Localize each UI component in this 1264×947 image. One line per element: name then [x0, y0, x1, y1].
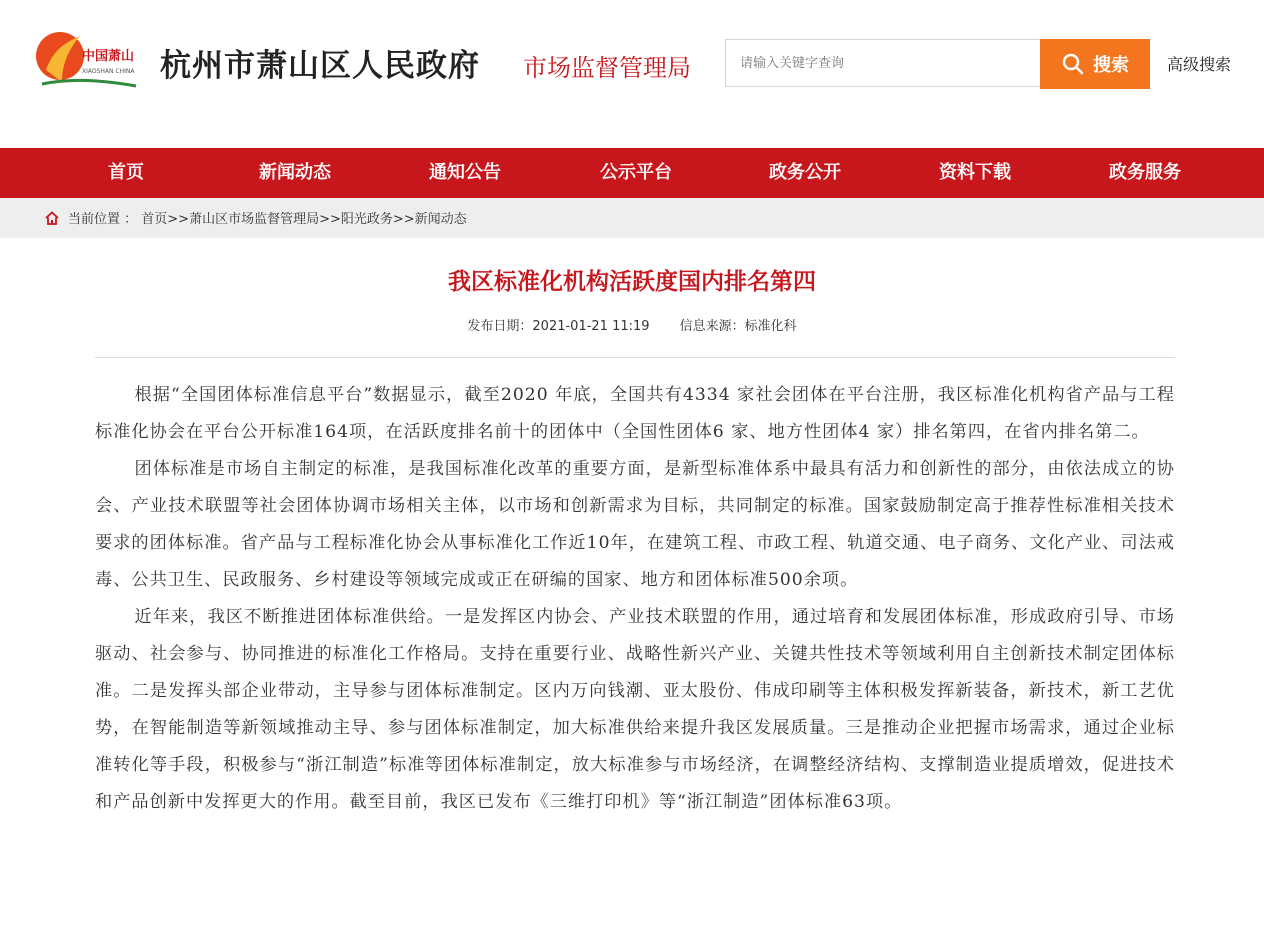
advanced-search-link[interactable]: 高级搜索: [1167, 55, 1232, 74]
search-button-label: 搜索: [1093, 55, 1129, 75]
nav-item-services[interactable]: 政务服务: [1109, 162, 1181, 183]
article-paragraph: 近年来，我区不断推进团体标准供给。一是发挥区内协会、产业技术联盟的作用，通过培育和发展团体标准，形成政府引导、市场驱动、社会参与、协同推进的标准化工作格局。支持在重要行业、战略性新兴产业、关键共性技术等领域利用自主创新技术制定团体标准。二是发挥头部企业带动，主导参与团体标准制定。区内万向钱潮、亚太股份、伟成印刷等主体积极发挥新装备，新技术，新工艺优势，在智能制造等新领域推动主导、参与团体标准制定，加大标准供给来提升我区发展质量。三是推动企业把握市场需求，通过企业标准转化等手段，积极参与“浙江制造”标准等团体标准制定，放大标准参与市场经济，在调整经济结构、支撑制造业提质增效，促进技术和产品创新中发挥更大的作用。截至目前，我区已发布《三维打印机》等“浙江制造”团体标准63项。: [95, 607, 1175, 812]
article-title: 我区标准化机构活跃度国内排名第四: [448, 269, 816, 295]
nav-item-home[interactable]: 首页: [108, 162, 144, 183]
publish-date: 2021-01-21 11:19: [532, 319, 650, 334]
source-value: 标准化科: [744, 319, 797, 334]
site-header: [0, 0, 1264, 148]
breadcrumb-label: 当前位置 ：: [68, 212, 138, 227]
breadcrumb: [0, 198, 1264, 238]
article-paragraph: 根据“全国团体标准信息平台”数据显示，截至2020 年底，全国共有4334 家社会团体在平台注册，我区标准化机构省产品与工程标准化协会在平台公开标准164项，在活跃度排名前十的团体中（全国性团体6 家、地方性团体4 家）排名第四，在省内排名第二。: [95, 385, 1175, 442]
main-nav: [0, 148, 1264, 198]
nav-item-publicity[interactable]: 公示平台: [600, 162, 672, 183]
search-input[interactable]: [725, 39, 1041, 87]
breadcrumb-path[interactable]: 首页>>萧山区市场监督管理局>>阳光政务>>新闻动态: [141, 212, 467, 227]
publish-label: 发布日期：: [467, 319, 533, 334]
article-body: [95, 377, 1175, 821]
article-paragraph: 团体标准是市场自主制定的标准，是我国标准化改革的重要方面，是新型标准体系中最具有活力和创新性的部分，由依法成立的协会、产业技术联盟等社会团体协调市场相关主体，以市场和创新需求为目标，共同制定的标准。国家鼓励制定高于推荐性标准相关技术要求的团体标准。省产品与工程标准化协会从事标准化工作近10年，在建筑工程、市政工程、轨道交通、电子商务、文化产业、司法戒毒、公共卫生、民政服务、乡村建设等领域完成或正在研编的国家、地方和团体标准500余项。: [95, 459, 1175, 590]
divider: [95, 357, 1175, 358]
logo-subtext: XIAOSHAN CHINA: [82, 68, 135, 75]
search-button[interactable]: [1040, 39, 1150, 89]
logo-text: 中国萧山: [82, 49, 135, 64]
nav-item-downloads[interactable]: 资料下载: [939, 162, 1011, 183]
site-title[interactable]: 杭州市萧山区人民政府: [160, 48, 480, 84]
nav-item-gov-affairs[interactable]: 政务公开: [769, 162, 841, 183]
search-icon: [1061, 52, 1085, 76]
nav-item-notices[interactable]: 通知公告: [429, 162, 501, 183]
breadcrumb-text: [68, 208, 467, 227]
xiaoshan-logo[interactable]: [32, 26, 142, 96]
article-meta: [0, 315, 1264, 334]
home-icon: [45, 211, 59, 225]
nav-item-news[interactable]: 新闻动态: [259, 162, 331, 183]
source-label: 信息来源：: [679, 319, 745, 334]
dept-title: 市场监督管理局: [523, 54, 691, 82]
